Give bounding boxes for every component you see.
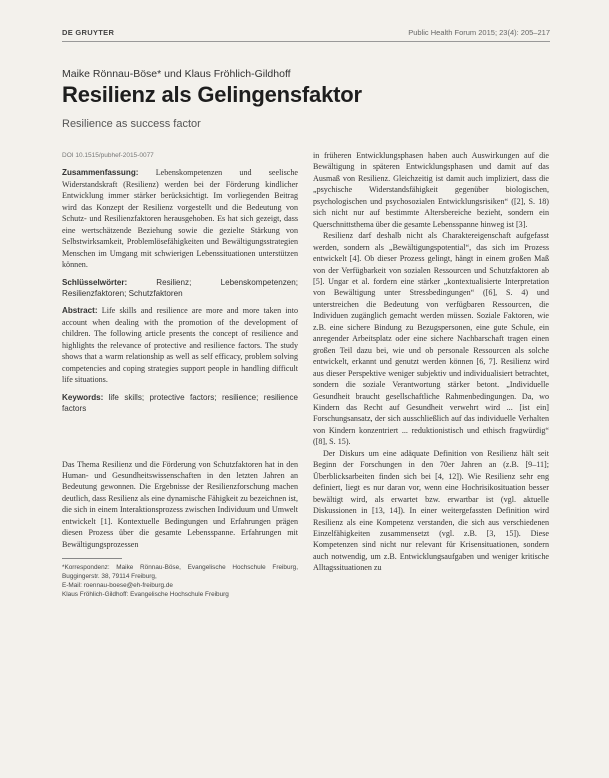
footnotes <box>62 563 298 599</box>
article-title: Resilienz als Gelingensfaktor <box>62 82 362 107</box>
article-subtitle: Resilience as success factor <box>62 118 201 130</box>
journal-citation: Public Health Forum 2015; 23(4): 205–217 <box>408 28 550 37</box>
left-column <box>62 150 298 599</box>
abstract-text: Life skills and resilience are more and more taken into account when dealing with the promotion of the development of children. The following article presents the concept of resilience and highlights the relevance of protective and resilience factors. The study shows that a warm relationship as well as self efficacy, problem solving competencies and coping strategies support people in handling difficult life situations. <box>62 306 298 385</box>
zusammenfassung <box>62 167 298 270</box>
footnote-author: *Korrespondenz: Maike Rönnau-Böse, Evangelische Hochschule Freiburg, Buggingerstr. 38, 79114 Freiburg, <box>62 564 298 581</box>
publisher-logo: DE GRUYTER <box>62 28 115 37</box>
body-paragraph-1: in früheren Entwicklungsphasen haben auch Auswirkungen auf die Bewältigung in späteren Entwicklungsphasen und damit auf das Ausmaß von Resilienz. Gleichzeitig ist damit auch impliziert, dass die „psychische Widerstandsfähigkeit gegenüber biologischen, psychologischen und psychosozialen Entwicklungsrisiken“ ([2], S. 18) sich nicht nur auf bestimmte Altersbereiche bezieht, sondern ein Querschnittsthema über die gesamte Lebensspanne hinweg ist [3]. <box>313 151 549 229</box>
author-line: Maike Rönnau-Böse* und Klaus Fröhlich-Gildhoff <box>62 68 291 80</box>
body-paragraph: Das Thema Resilienz und die Förderung von Schutzfaktoren hat in den Human- und Gesundheitswissenschaften in den letzten Jahren an Bedeutung gewonnen. Die Ergebnisse der Resilienzforschung machen deutlich, dass Resilienz als eine dynamische Fähigkeit zu bezeichnen ist, die sich in einem Interaktionsprozess zwischen Individuum und Umwelt entwickelt [1]. Kontextuelle Bedingungen und Erfahrungen prägen diesen Prozess über die gesamte Lebensspanne. Erfahrungen mit Bewältigungsprozessen <box>62 459 298 549</box>
schluesselwoerter-text: Resilienz; Lebenskompetenzen; Resilienzfaktoren; Schutzfaktoren <box>62 277 298 298</box>
footnote-coauthor: Klaus Fröhlich-Gildhoff: Evangelische Hochschule Freiburg <box>62 591 229 599</box>
footnote-divider <box>62 558 122 559</box>
abstract-label: Abstract: <box>62 306 98 316</box>
body-paragraph-3: Der Diskurs um eine adäquate Definition von Resilienz hält seit Beginn der Forschungen in den 70er Jahren an (z.B. [9–11]; Überblicksarbeiten finden sich bei [4, 12]). Wie Resilienz sehr eng definiert, liegt es nur daran vor, wenn eine Hochrisikosituation besser bewältigt wird, als erwartet bzw. erwartbar ist (vgl. aktuelle Diskussionen in [13, 14]). In einer weitergefassten Definition wird Resilienz als eine Kompetenz verstanden, die sich aus verschiedenen Einzelfähigkeiten zusammensetzt (vgl. z.B. [3, 15]). Diese Kompetenzen sind nicht nur relevant für Krisensituationen, sondern auch notwendig, um z.B. Entwicklungsaufgaben und weniger kritische Alltagssituationen zu <box>313 448 549 573</box>
header-divider <box>62 41 550 42</box>
keywords-text: life skills; protective factors; resilience; resilience factors <box>62 392 298 414</box>
footnote-email: E-Mail: roennau-boese@eh-freiburg.de <box>62 582 173 590</box>
schluesselwoerter <box>62 277 298 300</box>
keywords <box>62 392 298 415</box>
page-header <box>62 28 550 40</box>
schluesselwoerter-label: Schlüsselwörter: <box>62 277 128 287</box>
body-paragraph-2: Resilienz darf deshalb nicht als Charaktereigenschaft aufgefasst werden, sondern als „Bewältigungspotential“, das sich im Prozess entwickelt [4]. Ob dieser Prozess gelingt, hängt in einem großen Maß von der Verfügbarkeit von sozialen Ressourcen und Schutzfaktoren ab [5]. Ungar et al. fordern eine stärker „kontextualisierte Interpretation von Bewältigung unter Stressbedingungen“ ([6], S. 4) und unterstreichen die Bedeutung von verfügbaren Ressourcen, die Individuen zugänglich gemacht werden müssen. Soziale Faktoren, wie z.B. eine sichere Bindung zu Bezugspersonen, eine gute Schule, ein anregender Arbeitsplatz oder eine sichere Nachbarschaft tragen einen großen Teil dazu bei, wie und ob personale Ressourcen als solche entwickelt, erkannt und genutzt werden können [6, 7]. Resilienz wird aus dieser Perspektive weniger subjektiv und individualisiert betrachtet, sondern die soziale Verantwortung stärker betont. „Individuelle Gesundheit braucht gesellschaftliche Rahmenbedingungen. Da, wo Kindern das Recht auf Gesundheit verwehrt wird ... [ist ein] Forschungsansatz, der sich ausschließlich auf das individuelle Verhalten von Kindern konzentriert ... reduktionistisch und ethisch fragwürdig“ ([8], S. 15). <box>313 231 549 447</box>
keywords-label: Keywords: <box>62 392 104 402</box>
abstract <box>62 305 298 385</box>
zusammenfassung-text: Lebenskompetenzen und seelische Widerstandskraft (Resilienz) werden bei der Förderung kindlicher Entwicklung immer stärker berücksichtigt. Im vorliegenden Beitrag wird das Konzept der Resilienz vorgestellt und die Bedeutung von Schutz- und Resilienzfaktoren herausgehoben. Es hat sich gezeigt, dass eine wertschätzende Beziehung sowie die gezielte Stärkung von Selbstwirksamkeit, Problemlösefähigkeiten und Bewältigungsstrategien Menschen im Umgang mit schwierigen Lebenssituationen unterstützen können. <box>62 168 298 270</box>
doi: DOI 10.1515/pubhef-2015-0077 <box>62 152 154 159</box>
right-column <box>313 150 549 574</box>
zusammenfassung-label: Zusammenfassung: <box>62 168 139 178</box>
